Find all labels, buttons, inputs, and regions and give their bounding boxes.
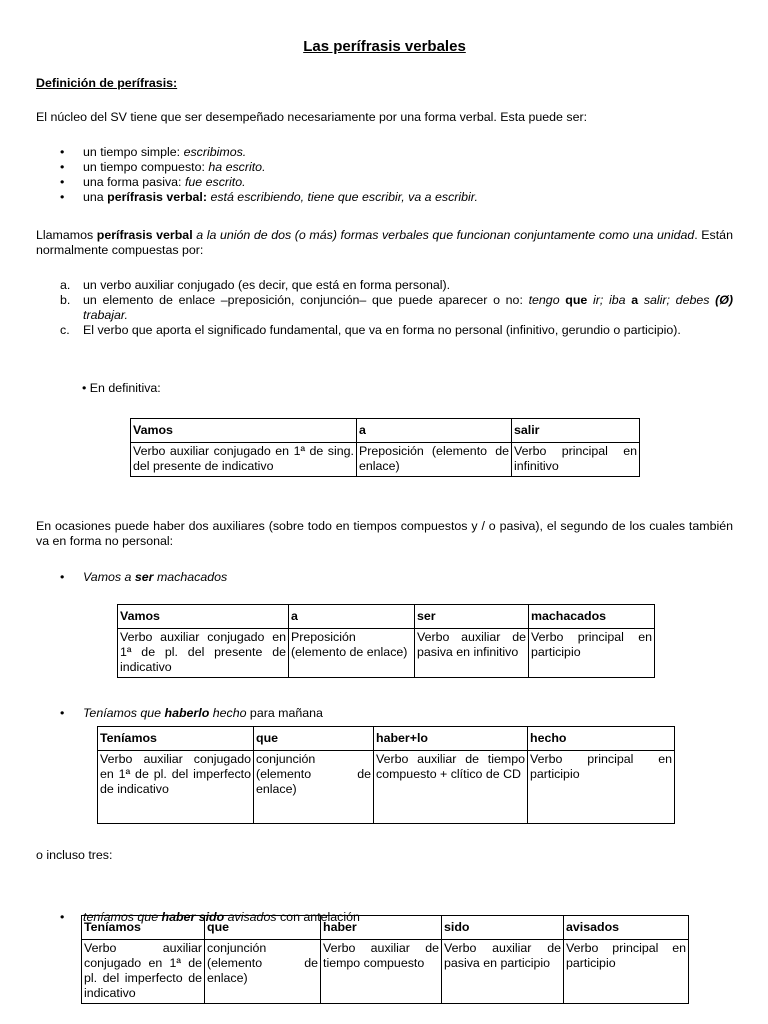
page-title: Las perífrasis verbales	[303, 38, 466, 55]
table-vamos-a-ser-machacados	[117, 604, 655, 678]
document-page	[36, 0, 734, 1000]
table-row: Verbo auxiliar conjugado en 1ª de sing. del presente de indicativo Preposición (elemento de enlace) Verbo principal en infinitivo	[131, 443, 640, 477]
example-teniamos-que-haberlo: • Teníamos que haberlo hecho para mañana	[60, 706, 323, 720]
three-auxiliaries-text: o incluso tres:	[36, 848, 113, 862]
table-teniamos-que-haberlo-hecho	[97, 726, 675, 824]
list-item: c. El verbo que aporta el significado fundamental, que va en forma no personal (infinitivo, gerundio o participio).	[60, 323, 681, 337]
table-row: Verbo auxiliar conjugado en 1ª de pl. del imperfecto de indicativo conjunción (elemento de enlace) Verbo auxiliar de tiempo compuesto Verbo auxiliar de pasiva en participio Verbo principal en participio	[82, 940, 689, 1004]
list-item: a. un verbo auxiliar conjugado (es decir, que está en forma personal).	[60, 278, 451, 292]
bullet: •	[60, 706, 65, 720]
list-item: • un tiempo simple: escribimos.	[36, 145, 733, 160]
intro-paragraph: El núcleo del SV tiene que ser desempeñado necesariamente por una forma verbal. Esta puede ser:	[36, 110, 588, 124]
table-row: Verbo auxiliar conjugado en 1ª de pl. del presente de indicativo Preposición (elemento de enlace) Verbo auxiliar de pasiva en infinitivo Verbo principal en participio	[118, 629, 655, 678]
bullet: •	[60, 910, 65, 924]
table-row: Vamos a salir	[131, 419, 640, 443]
components-list	[36, 278, 733, 338]
list-item: • un tiempo compuesto: ha escrito.	[36, 160, 733, 175]
table-vamos-a-salir	[130, 418, 640, 477]
en-definitiva-item: • En definitiva:	[82, 381, 161, 395]
two-auxiliaries-paragraph: En ocasiones puede haber dos auxiliares (sobre todo en tiempos compuestos y / o pasiva), el segundo de los cuales también va en forma no personal:	[36, 519, 733, 548]
definition-paragraph: Llamamos perífrasis verbal a la unión de dos (o más) formas verbales que funcionan conjuntamente como una unidad. Están normalmente compuestas por:	[36, 228, 733, 257]
table-row: Verbo auxiliar conjugado en 1ª de pl. del imperfecto de indicativo conjunción (elemento de enlace) Verbo auxiliar de tiempo compuesto + clítico de CD Verbo principal en participio	[98, 751, 675, 824]
bullet: •	[82, 381, 90, 395]
table-row: Teníamos que haber sido avisados	[82, 916, 689, 940]
list-item: • una forma pasiva: fue escrito.	[36, 175, 733, 190]
bullet: •	[60, 570, 65, 584]
example-vamos-a-ser: • Vamos a ser machacados	[60, 570, 228, 584]
list-item: • una perífrasis verbal: está escribiendo, tiene que escribir, va a escribir.	[36, 190, 733, 205]
list-item: b. un elemento de enlace –preposición, conjunción– que puede aparecer o no: tengo que ir; iba a salir; debes (Ø) trabajar.	[60, 293, 734, 322]
table-teniamos-que-haber-sido-avisados	[81, 915, 689, 1004]
table-row: Vamos a ser machacados	[118, 605, 655, 629]
section-subtitle: Definición de perífrasis:	[36, 76, 178, 90]
table-row: Teníamos que haber+lo hecho	[98, 727, 675, 751]
example-haber-sido: • teníamos que haber sido avisados con antelación	[60, 910, 360, 924]
verb-forms-list	[36, 145, 733, 205]
